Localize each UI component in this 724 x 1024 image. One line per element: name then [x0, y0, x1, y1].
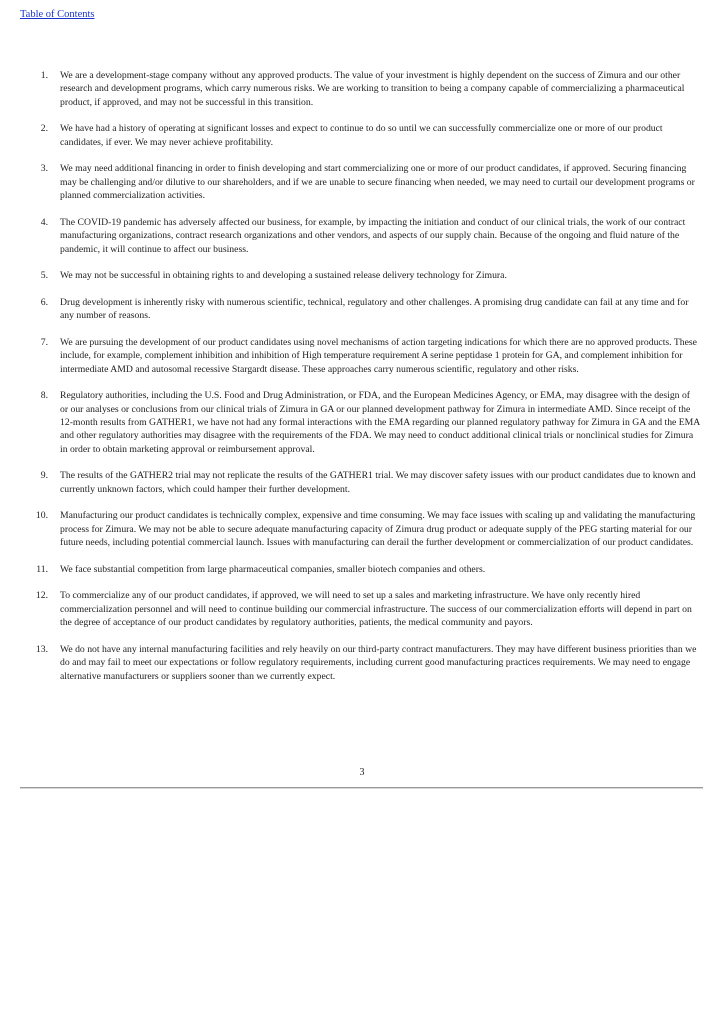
list-item [0, 162, 724, 202]
item-text: We are a development-stage company without any approved products. The value of your investment is highly dependent on the success of Zimura and our other research and development programs, which carry numerous risks. We are working to transition to being a company capable of commercializing a pharmaceutical product, if approved, and may not be successful in this transition. [60, 70, 685, 108]
page-divider [20, 787, 703, 789]
list-item [0, 643, 724, 683]
list-item [0, 336, 724, 376]
item-number: 1. [40, 70, 48, 81]
list-item [0, 69, 724, 109]
item-text: We may not be successful in obtaining rights to and developing a sustained release delivery technology for Zimura. [60, 270, 507, 282]
item-number: 4. [40, 216, 48, 228]
list-item [0, 296, 724, 323]
item-text: To commercialize any of our product candidates, if approved, we will need to set up a sales and marketing infrastructure. We have only recently hired commercialization personnel and will need to continue building our commercial infrastructure. The success of our commercialization efforts will depend in part on the degree of acceptance of our product candidates by regulatory authorities, patients, the medical community and payors. [60, 590, 692, 629]
item-text: We may need additional financing in order to finish developing and start commercializing one or more of our product candidates, if approved. Securing financing may be challenging and/or dilutive to our shareholders, and if we are unable to secure financing when needed, we may need to curtail our development programs or planned commercialization activities. [60, 163, 695, 202]
item-number: 10. [35, 510, 48, 522]
item-number: 5. [40, 270, 48, 282]
item-number: 7. [40, 336, 48, 348]
item-number: 6. [40, 296, 48, 308]
item-number: 3. [40, 163, 48, 175]
risk-factor-list [0, 69, 724, 696]
item-text: The COVID-19 pandemic has adversely affected our business, for example, by impacting the initiation and conduct of our clinical trials, the work of our contract manufacturing organizations, contract research organizations and other vendors, and aspects of our supply chain. Because of the ongoing and fluid nature of the pandemic, it will continue to affect our business. [60, 216, 686, 255]
list-item [0, 589, 724, 629]
list-item [0, 269, 724, 282]
item-text: We do not have any internal manufacturing facilities and rely heavily on our third-party contract manufacturers. They may have different business priorities than we do and may fail to meet our expectations or follow regulatory requirements, including current good manufacturing practices requirements. We may need to engage alternative manufacturers or suppliers sooner than we currently expect. [60, 643, 697, 682]
list-item [0, 389, 724, 456]
list-item [0, 509, 724, 549]
list-item [0, 563, 724, 576]
item-number: 11. [36, 563, 48, 575]
page-number: 3 [359, 767, 365, 778]
item-number: 2. [40, 123, 48, 135]
table-of-contents-link[interactable]: Table of Contents [20, 9, 95, 20]
item-text: Manufacturing our product candidates is technically complex, expensive and time consuming. We may face issues with scaling up and validating the manufacturing process for Zimura. We may not be able to secure adequate manufacturing capacity of Zimura drug product or adequate supply of the PEG starting material for our future needs, including potential commercial launch. Issues with manufacturing can derail the further development or commercialization of our product candidates. [60, 510, 696, 549]
item-text: We are pursuing the development of our product candidates using novel mechanisms of action targeting indications for which there are no approved products. These include, for example, complement inhibition and inhibition of High temperature requirement A serine peptidase 1 protein for GA, and complement inhibition for intermediate AMD and autosomal recessive Stargardt disease. These approaches carry numerous scientific, regulatory and other risks. [60, 336, 697, 375]
item-text: We have had a history of operating at significant losses and expect to continue to do so until we can successfully commercialize one or more of our product candidates, if ever. We may never achieve profitability. [60, 123, 663, 148]
item-text: Drug development is inherently risky with numerous scientific, technical, regulatory and other challenges. A promising drug candidate can fail at any time and for any number of reasons. [60, 296, 689, 322]
item-number: 9. [40, 470, 48, 482]
item-number: 13. [35, 643, 48, 655]
item-number: 8. [40, 390, 48, 402]
item-text: Regulatory authorities, including the U.S. Food and Drug Administration, or FDA, and the European Medicines Agency, or EMA, may disagree with the design of or our analyses or conclusions from our clinical trials of Zimura in GA or our planned development pathway for Zimura in intermediate AMD. Since receipt of the 12-month results from GATHER1, we have not had any formal interactions with the EMA regarding our planned regulatory pathway for Zimura in GA and the EMA and other regulatory authorities may disagree with the requirements of the FDA. We may need to conduct additional clinical trials or nonclinical studies for Zimura in order to obtain marketing approval or reimbursement approval. [60, 390, 700, 455]
item-text: We face substantial competition from large pharmaceutical companies, smaller biotech companies and others. [60, 563, 486, 575]
item-text: The results of the GATHER2 trial may not replicate the results of the GATHER1 trial. We may discover safety issues with our product candidates due to known and currently unknown factors, which could hamper their further development. [60, 470, 696, 495]
list-item [0, 469, 724, 496]
list-item [0, 122, 724, 149]
list-item [0, 216, 724, 256]
item-number: 12. [35, 590, 48, 602]
